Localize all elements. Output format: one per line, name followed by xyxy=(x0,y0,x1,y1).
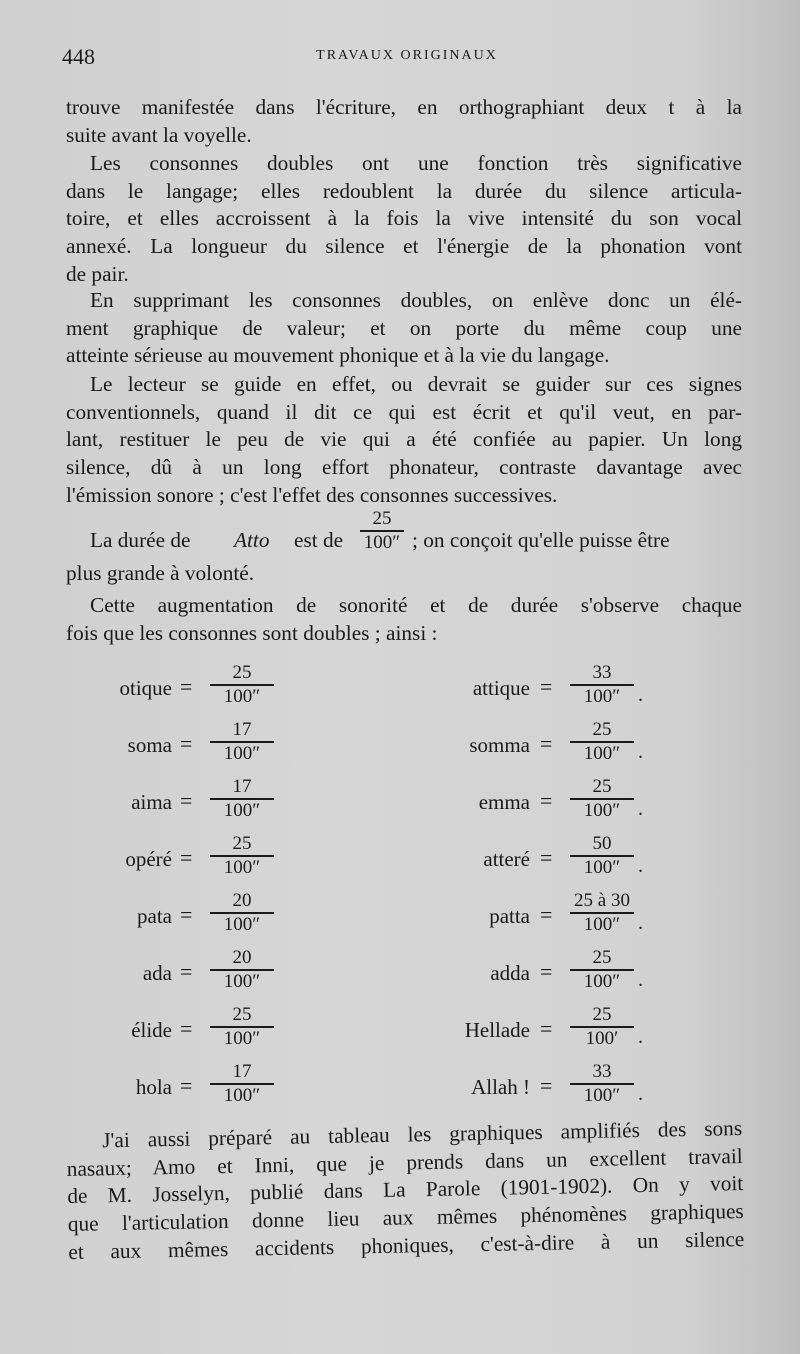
fraction-numerator: 25 xyxy=(592,947,612,968)
table-entry-right xyxy=(400,1059,730,1115)
fraction-numerator: 25 xyxy=(372,508,392,529)
table-entry-right xyxy=(400,831,730,887)
equals-sign: = xyxy=(540,1073,553,1098)
equals-sign: = xyxy=(180,731,193,756)
fraction xyxy=(210,947,274,993)
text-line: de pair. xyxy=(66,261,129,286)
fraction xyxy=(210,833,274,879)
paragraph-2 xyxy=(66,150,742,289)
equals-sign: = xyxy=(180,1073,193,1098)
table-entry-left xyxy=(40,945,370,1001)
text-line: toire, et elles accroissent à la fois la vive intensité du son vocal xyxy=(66,206,742,231)
fraction-denominator: 100″ xyxy=(223,856,261,878)
equals-sign: = xyxy=(180,845,193,870)
atto-duration-line xyxy=(66,508,746,562)
table-entry-right xyxy=(400,774,730,830)
fraction-denominator: 100″ xyxy=(583,970,621,992)
table-entry-right xyxy=(400,888,730,944)
fraction xyxy=(210,776,274,822)
fraction-numerator: 20 xyxy=(232,947,252,968)
page-header xyxy=(62,44,752,74)
entry-word: soma xyxy=(127,733,172,757)
entry-word: patta xyxy=(489,904,530,928)
trailing-period: . xyxy=(638,969,643,991)
fraction-numerator: 20 xyxy=(232,890,252,911)
fraction xyxy=(210,1004,274,1050)
trailing-period: . xyxy=(638,1026,643,1048)
text-line: l'émission sonore ; c'est l'effet des consonnes successives. xyxy=(66,482,558,507)
text-fragment: La durée de xyxy=(90,528,191,552)
text-fragment: ; on conçoit qu'elle puisse être xyxy=(412,528,670,552)
equals-sign: = xyxy=(540,959,553,984)
fraction xyxy=(570,662,634,708)
text-line: annexé. La longueur du silence et l'énergie de la phonation vont xyxy=(66,234,742,259)
table-entry-left xyxy=(40,888,370,944)
fraction-denominator: 100″ xyxy=(583,1084,621,1106)
text-line: silence, dû à un long effort phonateur, contraste davantage avec xyxy=(66,455,742,480)
fraction-numerator: 25 xyxy=(592,776,612,797)
fraction-denominator: 100″ xyxy=(583,685,621,707)
table-entry-left xyxy=(40,1002,370,1058)
text-line: lant, restituer le peu de vie qui a été confiée au papier. Un long xyxy=(66,427,742,452)
duration-table xyxy=(0,660,800,1120)
fraction-denominator: 100″ xyxy=(223,970,261,992)
entry-word: Allah ! xyxy=(471,1075,530,1099)
table-entry-right xyxy=(400,1002,730,1058)
entry-word: Hellade xyxy=(464,1018,530,1042)
equals-sign: = xyxy=(180,902,193,927)
equals-sign: = xyxy=(540,731,553,756)
table-entry-left xyxy=(40,831,370,887)
text-line: suite avant la voyelle. xyxy=(66,122,252,147)
fraction xyxy=(570,947,634,993)
fraction-numerator: 17 xyxy=(232,719,252,740)
entry-word: atteré xyxy=(483,847,530,871)
fraction-denominator: 100″ xyxy=(223,1027,261,1049)
fraction-denominator: 100″ xyxy=(583,742,621,764)
entry-word: hola xyxy=(135,1075,172,1099)
text-line: atteinte sérieuse au mouvement phonique et à la vie du langage. xyxy=(66,343,610,368)
fraction xyxy=(570,776,634,822)
fraction xyxy=(210,1061,274,1107)
equals-sign: = xyxy=(540,788,553,813)
fraction xyxy=(210,890,274,936)
paragraph-1 xyxy=(66,94,742,149)
equals-sign: = xyxy=(540,674,553,699)
entry-word: otique xyxy=(119,676,172,700)
page-number: 448 xyxy=(62,44,95,69)
italic-word: Atto xyxy=(234,528,270,552)
text-line: plus grande à volonté. xyxy=(66,561,255,585)
text-line: J'ai aussi préparé au tableau les graphiques amplifiés des sons xyxy=(102,1116,743,1153)
entry-word: adda xyxy=(490,961,530,985)
text-line: dans le langage; elles redoublent la durée du silence articula- xyxy=(66,178,742,203)
fraction-numerator: 17 xyxy=(232,1061,252,1082)
fraction-denominator: 100″ xyxy=(583,913,621,935)
fraction-numerator: 17 xyxy=(232,776,252,797)
fraction xyxy=(570,1061,634,1107)
fraction-denominator: 100″ xyxy=(363,531,401,553)
fraction xyxy=(570,1004,634,1050)
entry-word: ada xyxy=(142,961,172,985)
text-line: trouve manifestée dans l'écriture, en orthographiant deux t à la xyxy=(66,95,742,119)
fraction-numerator: 25 xyxy=(592,1004,612,1025)
fraction xyxy=(210,662,274,708)
table-entry-left xyxy=(40,774,370,830)
table-entry-right xyxy=(400,717,730,773)
table-entry-right xyxy=(400,945,730,1001)
trailing-period: . xyxy=(638,1083,643,1105)
running-title: TRAVAUX ORIGINAUX xyxy=(316,48,498,63)
trailing-period: . xyxy=(638,912,643,934)
fraction xyxy=(210,719,274,765)
fraction-numerator: 50 xyxy=(592,833,612,854)
table-entry-left xyxy=(40,1059,370,1115)
entry-word: aima xyxy=(131,790,172,814)
equals-sign: = xyxy=(180,788,193,813)
paragraph-4 xyxy=(66,371,742,510)
fraction xyxy=(570,890,634,936)
fraction-numerator: 25 xyxy=(232,1004,252,1025)
equals-sign: = xyxy=(180,1016,193,1041)
fraction xyxy=(570,719,634,765)
fraction-denominator: 100″ xyxy=(583,799,621,821)
fraction xyxy=(360,508,404,554)
text-line: Cette augmentation de sonorité et de durée s'observe chaque xyxy=(90,593,742,617)
fraction-numerator: 25 xyxy=(232,662,252,683)
text-line: ment graphique de valeur; et on porte du même coup une xyxy=(66,315,742,340)
text-line: que l'articulation donne lieu aux mêmes phénomènes graphiques xyxy=(67,1199,744,1237)
text-line: Le lecteur se guide en effet, ou devrait se guider sur ces signes xyxy=(90,372,742,396)
fraction-numerator: 25 à 30 xyxy=(574,890,630,911)
text-line: fois que les consonnes sont doubles ; ainsi : xyxy=(66,620,438,645)
paragraph-7 xyxy=(66,1115,745,1266)
equals-sign: = xyxy=(540,1016,553,1041)
trailing-period: . xyxy=(638,741,643,763)
entry-word: élide xyxy=(131,1018,172,1042)
trailing-period: . xyxy=(638,855,643,877)
equals-sign: = xyxy=(180,959,193,984)
text-line: conventionnels, quand il dit ce qui est écrit et qu'il veut, en par- xyxy=(66,399,742,424)
entry-word: opéré xyxy=(125,847,172,871)
fraction-denominator: 100″ xyxy=(223,742,261,764)
table-entry-left xyxy=(40,660,370,716)
text-line: nasaux; Amo et Inni, que je prends dans un excellent travail xyxy=(66,1143,743,1181)
equals-sign: = xyxy=(540,845,553,870)
fraction-denominator: 100″ xyxy=(583,856,621,878)
entry-word: pata xyxy=(137,904,172,928)
fraction-denominator: 100″ xyxy=(223,1084,261,1106)
text-line: de M. Josselyn, publié dans La Parole (1901-1902). On y voit xyxy=(67,1171,744,1209)
fraction-denominator: 100″ xyxy=(223,685,261,707)
table-entry-right xyxy=(400,660,730,716)
fraction-numerator: 25 xyxy=(592,719,612,740)
entry-word: attique xyxy=(472,676,530,700)
equals-sign: = xyxy=(540,902,553,927)
trailing-period: . xyxy=(638,798,643,820)
paragraph-5-end xyxy=(66,560,742,588)
equals-sign: = xyxy=(180,674,193,699)
fraction-denominator: 100″ xyxy=(223,799,261,821)
entry-word: somma xyxy=(469,733,530,757)
text-line: Les consonnes doubles ont une fonction très significative xyxy=(90,151,742,175)
paragraph-3 xyxy=(66,287,742,370)
fraction-numerator: 33 xyxy=(592,662,612,683)
text-line: et aux mêmes accidents phoniques, c'est-à-dire à un silence xyxy=(68,1226,745,1264)
fraction-numerator: 33 xyxy=(592,1061,612,1082)
fraction-numerator: 25 xyxy=(232,833,252,854)
paragraph-6 xyxy=(66,592,742,647)
text-fragment: est de xyxy=(294,528,344,552)
text-line: En supprimant les consonnes doubles, on enlève donc un élé- xyxy=(90,288,742,312)
entry-word: emma xyxy=(478,790,530,814)
fraction xyxy=(570,833,634,879)
fraction-denominator: 100″ xyxy=(223,913,261,935)
fraction-denominator: 100′ xyxy=(585,1027,619,1049)
table-entry-left xyxy=(40,717,370,773)
trailing-period: . xyxy=(638,684,643,706)
